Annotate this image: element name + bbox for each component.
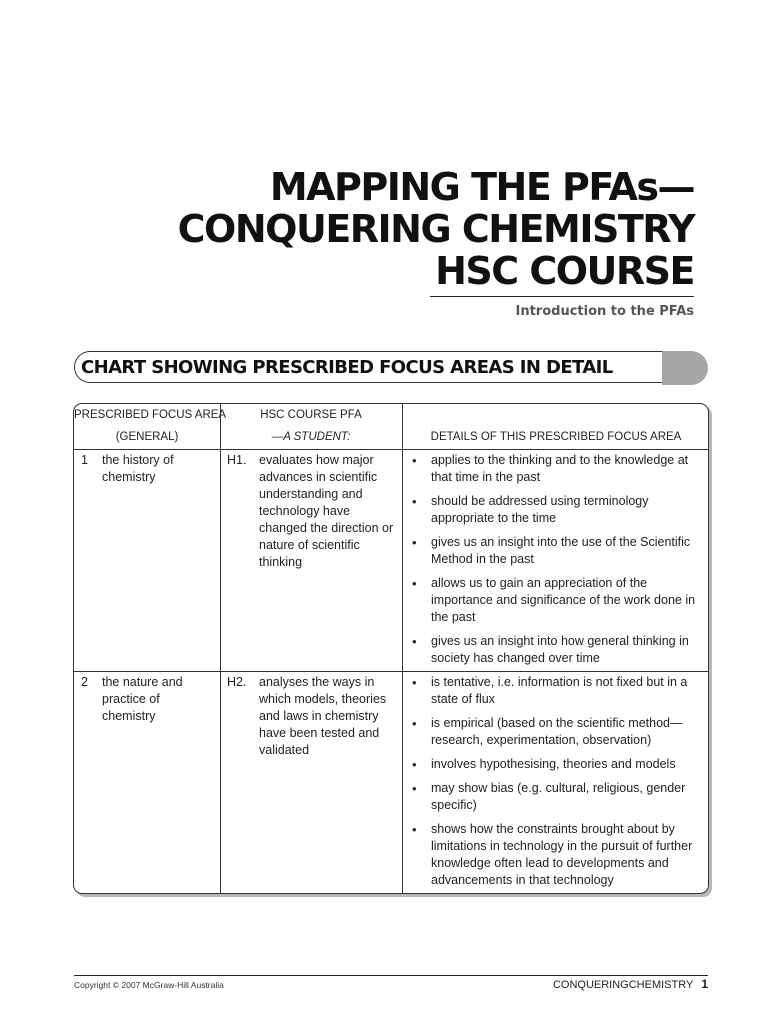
pfa-code: H1. [227, 453, 247, 467]
pfa-description: analyses the ways in which models, theories and laws in chemistry have been tested and validated [259, 675, 387, 757]
list-item [409, 493, 704, 527]
header-col2-line2: —A STUDENT: [271, 431, 351, 443]
header-col1-line2: (GENERAL) [115, 431, 179, 443]
header-col3: DETAILS OF THIS PRESCRIBED FOCUS AREA [430, 431, 682, 443]
copyright-notice: Copyright © 2007 McGraw-Hill Australia [74, 980, 224, 990]
detail-text: is empirical (based on the scientific method—research, experimentation, observation) [431, 716, 683, 747]
detail-text: gives us an insight into the use of the Scientific Method in the past [431, 535, 691, 566]
pfa-description: evaluates how major advances in scientific understanding and technology have changed the direction or nature of scientific thinking [259, 453, 394, 569]
detail-text: is tentative, i.e. information is not fixed but in a state of flux [431, 675, 688, 706]
list-item [409, 715, 704, 749]
list-item [409, 821, 704, 889]
list-item [409, 780, 704, 814]
pfa-table [73, 403, 709, 894]
title-divider [430, 296, 694, 297]
detail-text: allows us to gain an appreciation of the importance and significance of the work done in the past [431, 576, 696, 624]
footer-divider [74, 975, 708, 976]
title-line-1: MAPPING THE PFAs— [269, 165, 694, 209]
details-list [409, 452, 704, 674]
list-item [409, 575, 704, 626]
bullet-icon: • [412, 453, 417, 468]
detail-text: shows how the constraints brought about by limitations in technology in the pursuit of further knowledge often lead to developments and advancements in that technology [431, 822, 693, 887]
details-list [409, 674, 704, 894]
header-divider [74, 449, 708, 450]
detail-text: may show bias (e.g. cultural, religious, gender specific) [431, 781, 686, 812]
detail-text: applies to the thinking and to the knowledge at that time in the past [431, 453, 689, 484]
focus-area: the history of chemistry [102, 453, 174, 484]
footer-book-info [553, 977, 708, 991]
row-number: 2 [81, 675, 88, 689]
bullet-icon: • [412, 494, 417, 509]
bullet-icon: • [412, 576, 417, 591]
title-line-2: CONQUERING CHEMISTRY [177, 207, 694, 251]
book-title: CONQUERINGCHEMISTRY [552, 979, 694, 991]
page-title [54, 166, 694, 292]
banner-heading: CHART SHOWING PRESCRIBED FOCUS AREAS IN DETAIL [81, 357, 613, 378]
bullet-icon: • [412, 781, 417, 796]
pfa-code: H2. [227, 675, 247, 689]
banner-tab [662, 351, 708, 385]
bullet-icon: • [412, 757, 417, 772]
page-subtitle: Introduction to the PFAs [515, 304, 694, 319]
detail-text: should be addressed using terminology appropriate to the time [431, 494, 649, 525]
detail-text: gives us an insight into how general thinking in society has changed over time [431, 634, 689, 665]
page-number: 1 [701, 977, 708, 991]
bullet-icon: • [412, 634, 417, 649]
bullet-icon: • [412, 675, 417, 690]
column-divider [220, 404, 221, 893]
list-item [409, 756, 704, 773]
list-item [409, 633, 704, 667]
bullet-icon: • [412, 716, 417, 731]
list-item [409, 452, 704, 486]
section-banner [74, 351, 708, 385]
column-divider [402, 404, 403, 893]
row-number: 1 [81, 453, 88, 467]
list-item [409, 534, 704, 568]
detail-text: involves hypothesising, theories and models [431, 757, 676, 771]
header-col1-line1: PRESCRIBED FOCUS AREA [74, 409, 227, 421]
title-line-3: HSC COURSE [435, 249, 694, 293]
bullet-icon: • [412, 535, 417, 550]
bullet-icon: • [412, 822, 417, 837]
header-col2-line1: HSC COURSE PFA [260, 409, 362, 421]
focus-area: the nature and practice of chemistry [102, 675, 183, 723]
list-item [409, 674, 704, 708]
